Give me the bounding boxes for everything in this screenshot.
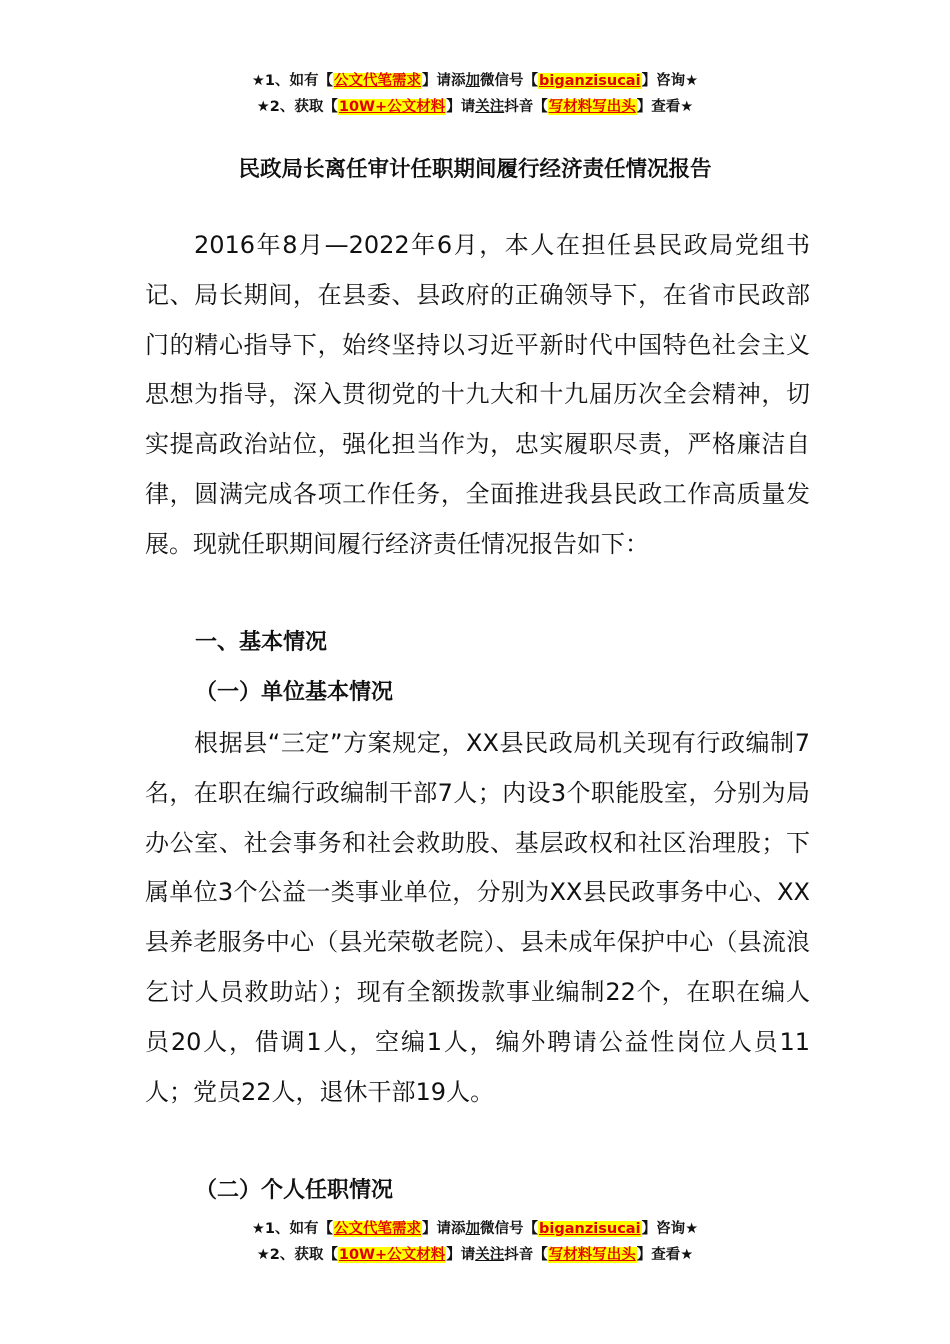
section-heading-basic: 一、基本情况 bbox=[195, 630, 328, 655]
subheading-personal: （二）个人任职情况 bbox=[195, 1178, 394, 1203]
promo-text: ★2、获取【 bbox=[256, 99, 338, 115]
promo-underline: 加 bbox=[465, 73, 481, 89]
promo-text: ★1、如有【 bbox=[251, 1221, 334, 1237]
promo-highlight: 公文代笔需求 bbox=[334, 1221, 422, 1237]
promo-highlight: 10W+公文材料 bbox=[338, 1247, 446, 1263]
promo-text: 抖音【 bbox=[504, 1247, 548, 1263]
promo-highlight: biganzisucai bbox=[539, 73, 641, 89]
promo-highlight: biganzisucai bbox=[539, 1221, 641, 1237]
promo-line-2 bbox=[0, 94, 950, 120]
promo-text: 】查看★ bbox=[636, 1247, 694, 1263]
promo-text: 】请 bbox=[446, 99, 476, 115]
promo-text: 抖音【 bbox=[504, 99, 548, 115]
promo-banner-top bbox=[0, 68, 950, 120]
promo-text: 】请添 bbox=[422, 1221, 466, 1237]
promo-highlight: 写材料写出头 bbox=[548, 1247, 636, 1263]
promo-underline: 加 bbox=[465, 1221, 481, 1237]
promo-highlight: 公文代笔需求 bbox=[334, 73, 422, 89]
promo-line-1 bbox=[0, 1216, 950, 1242]
promo-underline: 关注 bbox=[475, 99, 505, 115]
subheading-unit: （一）单位基本情况 bbox=[195, 680, 394, 705]
promo-text: 】请添 bbox=[422, 73, 466, 89]
promo-text: 】查看★ bbox=[636, 99, 694, 115]
promo-text: 微信号【 bbox=[480, 73, 539, 89]
promo-text: 】咨询★ bbox=[641, 1221, 699, 1237]
promo-highlight: 写材料写出头 bbox=[548, 99, 636, 115]
promo-underline: 关注 bbox=[475, 1247, 505, 1263]
promo-line-2 bbox=[0, 1242, 950, 1268]
document-title: 民政局长离任审计任职期间履行经济责任情况报告 bbox=[238, 157, 712, 182]
promo-text: ★2、获取【 bbox=[256, 1247, 338, 1263]
promo-text: ★1、如有【 bbox=[251, 73, 334, 89]
promo-line-1 bbox=[0, 68, 950, 94]
promo-text: 】咨询★ bbox=[641, 73, 699, 89]
promo-text: 微信号【 bbox=[480, 1221, 539, 1237]
intro-paragraph: 2016年8月—2022年6月，本人在担任县民政局党组书记、局长期间，在县委、县政府的正确领导下，在省市民政部门的精心指导下，始终坚持以习近平新时代中国特色社会主义思想为指导，深入贯彻党的十九大和十九届历次全会精神，切实提高政治站位，强化担当作为，忠实履职尽责，严格廉洁自律，圆满完成各项工作任务，全面推进我县民政工作高质量发展。现就任职期间履行经济责任情况报告如下： bbox=[145, 231, 810, 558]
promo-highlight: 10W+公文材料 bbox=[338, 99, 446, 115]
promo-text: 】请 bbox=[446, 1247, 476, 1263]
promo-banner-bottom bbox=[0, 1216, 950, 1268]
unit-paragraph: 根据县“三定”方案规定，XX县民政局机关现有行政编制7名，在职在编行政编制干部7人；内设3个职能股室，分别为局办公室、社会事务和社会救助股、基层政权和社区治理股；下属单位3个公益一类事业单位，分别为XX县民政事务中心、XX县养老服务中心（县光荣敬老院）、县未成年保护中心（县流浪乞讨人员救助站）；现有全额拨款事业编制22个，在职在编人员20人，借调1人，空编1人，编外聘请公益性岗位人员11人；党员22人，退休干部19人。 bbox=[145, 729, 810, 1106]
